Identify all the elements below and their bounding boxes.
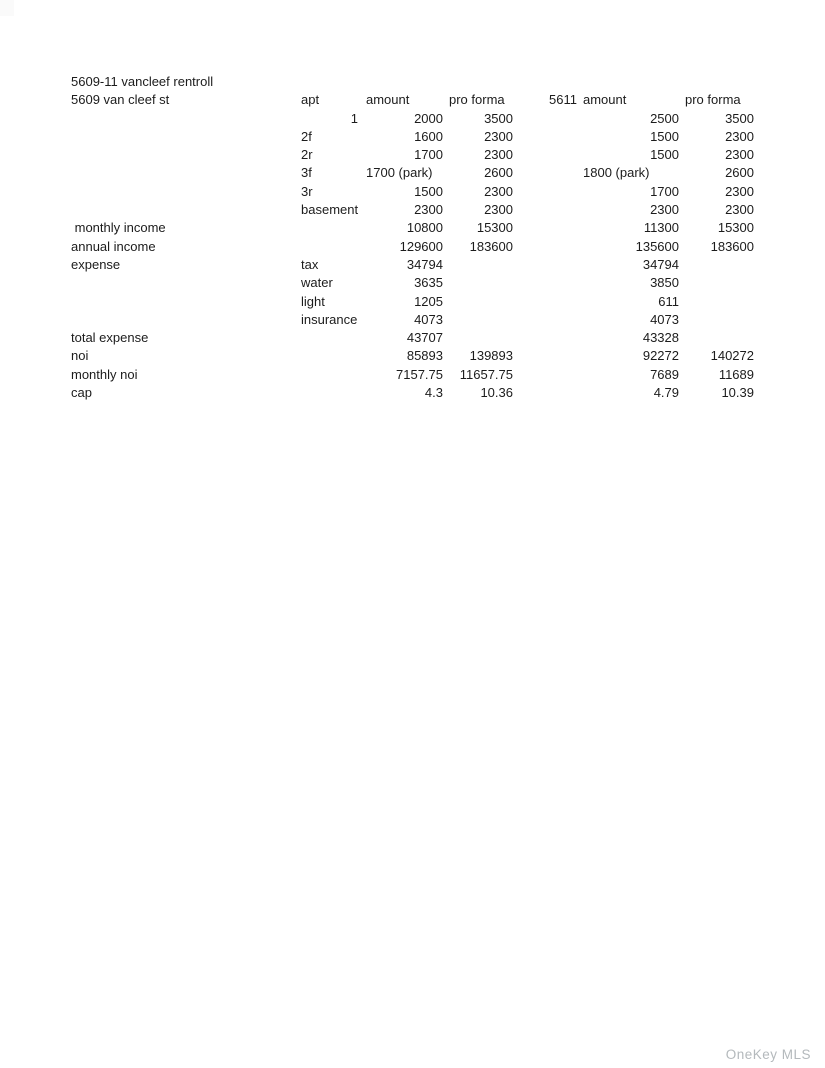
table-cell: tax	[301, 256, 319, 272]
table-cell: 5611	[549, 92, 577, 108]
document-title: 5609-11 vancleef rentroll	[71, 74, 214, 89]
table-cell	[443, 311, 513, 329]
table-row	[71, 219, 754, 237]
table-row	[71, 201, 754, 219]
table-cell	[513, 219, 577, 237]
table-cell: 3500	[484, 110, 513, 126]
table-cell: 1500	[414, 183, 443, 199]
table-cell	[71, 146, 301, 164]
table-cell: water	[301, 275, 333, 291]
table-cell	[513, 238, 577, 256]
table-cell: 3f	[301, 165, 312, 181]
table-cell: 10.39	[721, 385, 754, 401]
table-cell: amount	[583, 92, 627, 108]
table-cell: 2600	[484, 165, 513, 181]
table-cell: 2300	[484, 128, 513, 144]
table-cell: 1700	[414, 147, 443, 163]
table-cell	[679, 311, 754, 329]
table-cell: apt	[301, 92, 320, 108]
table-cell: 2000	[414, 110, 443, 126]
table-cell	[443, 293, 513, 311]
table-cell	[513, 183, 577, 201]
table-cell: cap	[71, 385, 92, 401]
table-cell: 1205	[414, 293, 443, 309]
table-cell: 2300	[725, 183, 754, 199]
table-row	[71, 329, 754, 347]
table-cell	[71, 201, 301, 219]
table-cell	[679, 293, 754, 311]
table-cell: 4.79	[653, 385, 679, 401]
table-cell: light	[301, 293, 325, 309]
table-cell: 1700 (park)	[366, 165, 433, 181]
table-cell	[71, 274, 301, 292]
table-cell: monthly noi	[71, 366, 138, 382]
table-cell: insurance	[301, 311, 358, 327]
table-cell	[679, 329, 754, 347]
table-cell: 2300	[650, 202, 679, 218]
table-cell	[443, 256, 513, 274]
table-cell: 2f	[301, 128, 312, 144]
table-cell	[679, 274, 754, 292]
table-row	[71, 146, 754, 164]
table-cell: 1800 (park)	[583, 165, 650, 181]
table-cell: monthly income	[71, 220, 166, 236]
table-cell: 10800	[406, 220, 443, 236]
table-cell: 5609 van cleef st	[71, 92, 170, 108]
table-cell	[513, 146, 577, 164]
table-cell: 11300	[643, 220, 679, 236]
table-cell	[513, 110, 577, 128]
table-cell	[301, 384, 360, 402]
table-cell: 4073	[414, 311, 443, 327]
table-cell: 3r	[301, 183, 313, 199]
table-cell: 2300	[725, 128, 754, 144]
table-row	[71, 110, 754, 128]
table-cell: 2300	[484, 202, 513, 218]
table-cell	[301, 347, 360, 365]
table-cell: annual income	[71, 238, 156, 254]
table-cell	[443, 274, 513, 292]
rentroll-sheet	[71, 73, 754, 402]
table-cell	[513, 366, 577, 384]
table-cell	[513, 128, 577, 146]
table-row	[71, 128, 754, 146]
table-cell	[513, 293, 577, 311]
table-cell	[301, 366, 360, 384]
table-cell	[513, 347, 577, 365]
table-cell: 7157.75	[396, 366, 443, 382]
table-cell: 2300	[725, 202, 754, 218]
table-cell: 135600	[635, 238, 679, 254]
table-row	[71, 183, 754, 201]
table-cell: basement	[301, 202, 359, 218]
table-cell	[71, 164, 301, 182]
table-cell: expense	[71, 256, 121, 272]
table-cell	[71, 128, 301, 146]
table-cell: 85893	[406, 348, 443, 364]
table-row	[71, 238, 754, 256]
table-row	[71, 366, 754, 384]
table-cell	[679, 256, 754, 274]
table-row	[71, 164, 754, 182]
table-cell	[513, 256, 577, 274]
table-cell: 1500	[650, 147, 679, 163]
table-cell: 183600	[710, 238, 754, 254]
table-cell: 183600	[469, 238, 513, 254]
table-row	[71, 293, 754, 311]
table-cell: 4.3	[424, 385, 443, 401]
table-cell	[513, 201, 577, 219]
table-cell: 1700	[650, 183, 679, 199]
table-row	[71, 256, 754, 274]
table-cell: 4073	[650, 311, 679, 327]
rent-table	[71, 91, 754, 402]
table-cell: 3850	[650, 275, 679, 291]
table-cell: 7689	[650, 366, 679, 382]
table-row	[71, 347, 754, 365]
table-cell: 129600	[399, 238, 443, 254]
table-cell: 92272	[642, 348, 679, 364]
table-cell: 11689	[718, 366, 754, 382]
table-cell	[513, 164, 577, 182]
table-cell: 611	[658, 293, 679, 309]
table-cell: 2300	[414, 202, 443, 218]
table-row	[71, 274, 754, 292]
table-cell	[71, 293, 301, 311]
table-cell: 10.36	[480, 385, 513, 401]
table-cell: 2300	[484, 147, 513, 163]
table-cell: 43328	[642, 330, 679, 346]
table-cell: 2600	[725, 165, 754, 181]
table-cell	[513, 311, 577, 329]
table-cell: 140272	[710, 348, 754, 364]
table-cell: 139893	[469, 348, 513, 364]
table-cell: 2300	[484, 183, 513, 199]
table-cell: 43707	[406, 330, 443, 346]
table-cell: amount	[366, 92, 410, 108]
table-cell	[513, 384, 577, 402]
table-cell	[301, 238, 360, 256]
table-cell: 34794	[642, 256, 679, 272]
table-row	[71, 91, 754, 109]
table-cell: 2300	[725, 147, 754, 163]
onekey-mls-watermark: OneKey MLS	[725, 1047, 811, 1062]
table-cell: pro forma	[685, 92, 741, 108]
table-cell: 2500	[650, 110, 679, 126]
table-row	[71, 384, 754, 402]
table-cell: 3500	[725, 110, 754, 126]
table-cell: 2r	[301, 147, 313, 163]
table-cell: 15300	[476, 220, 513, 236]
table-cell	[71, 183, 301, 201]
table-cell: 1500	[650, 128, 679, 144]
table-cell: 1600	[414, 128, 443, 144]
table-cell	[301, 329, 360, 347]
table-cell: 34794	[406, 256, 443, 272]
table-cell	[71, 311, 301, 329]
scan-corner-artifact	[0, 0, 14, 16]
table-cell: 15300	[717, 220, 754, 236]
table-cell	[443, 329, 513, 347]
table-cell	[513, 329, 577, 347]
table-cell	[301, 219, 360, 237]
table-cell: noi	[71, 348, 89, 364]
table-row	[71, 311, 754, 329]
table-cell: pro forma	[449, 92, 505, 108]
table-cell: 1	[350, 110, 358, 126]
table-cell	[71, 110, 301, 128]
table-cell: 3635	[414, 275, 443, 291]
table-cell	[513, 274, 577, 292]
table-cell: total expense	[71, 330, 149, 346]
table-cell: 11657.75	[459, 366, 513, 382]
